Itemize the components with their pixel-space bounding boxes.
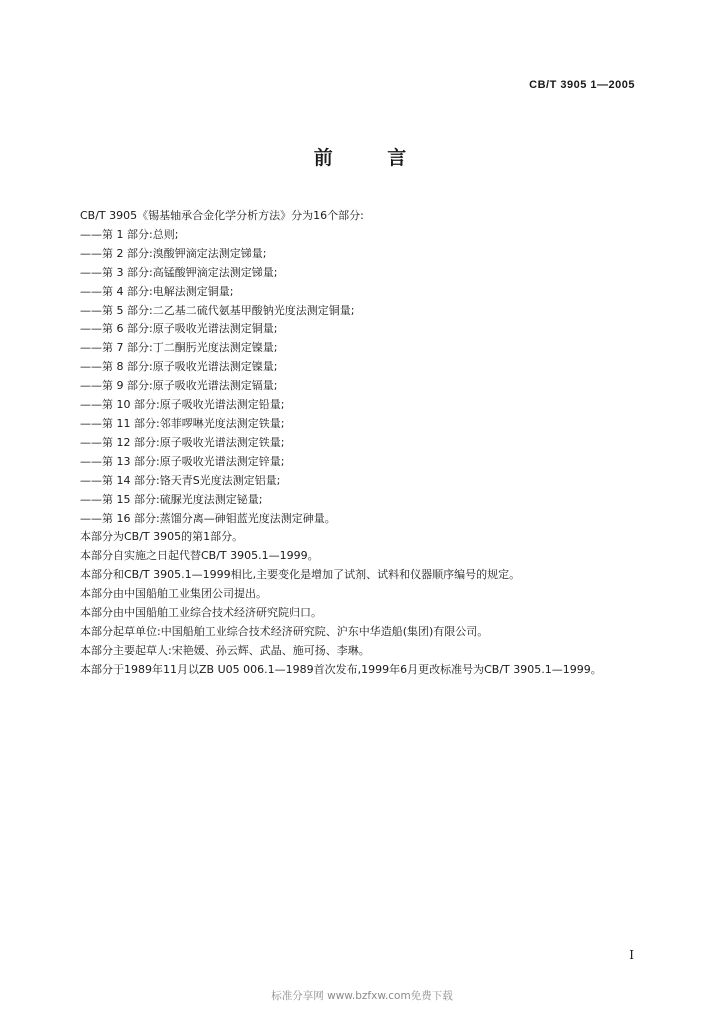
foreword-body [80,207,660,680]
part-item-7: ——第 7 部分:丁二酮肟光度法测定镍量; [80,341,278,355]
part-item-14: ——第 14 部分:铬天青S光度法测定铝量; [80,473,281,487]
part-item-4: ——第 4 部分:电解法测定铜量; [80,284,234,298]
parts-list [80,226,660,529]
page-title: 前 言 [313,147,431,169]
note-paragraph-4: 本部分由中国船舶工业集团公司提出。 [80,587,267,601]
note-paragraph-5: 本部分由中国船舶工业综合技术经济研究院归口。 [80,606,322,620]
part-item-13: ——第 13 部分:原子吸收光谱法测定锌量; [80,454,285,468]
part-item-5: ——第 5 部分:二乙基二硫代氨基甲酸钠光度法测定铜量; [80,303,355,317]
note-paragraph-2: 本部分自实施之日起代替CB/T 3905.1—1999。 [80,549,319,563]
document-code: CB/T 3905 1—2005 [529,79,635,91]
intro-paragraph: CB/T 3905《锡基轴承合金化学分析方法》分为16个部分: [80,209,364,222]
part-item-9: ——第 9 部分:原子吸收光谱法测定镉量; [80,379,278,393]
page-number: I [629,948,634,962]
part-item-11: ——第 11 部分:邻菲啰啉光度法测定铁量; [80,416,285,430]
part-item-1: ——第 1 部分:总则; [80,227,179,241]
part-item-10: ——第 10 部分:原子吸收光谱法测定铅量; [80,398,285,412]
part-item-12: ——第 12 部分:原子吸收光谱法测定铁量; [80,435,285,449]
note-paragraph-7: 本部分主要起草人:宋艳媛、孙云辉、武晶、施可扬、李琳。 [80,643,370,657]
note-paragraph-8: 本部分于1989年11月以ZB U05 006.1—1989首次发布,1999年6月更改标准号为CB/T 3905.1—1999。 [80,662,602,676]
note-paragraph-6: 本部分起草单位:中国船舶工业综合技术经济研究院、沪东中华造船(集团)有限公司。 [80,624,489,638]
note-paragraph-3: 本部分和CB/T 3905.1—1999相比,主要变化是增加了试剂、试料和仪器顺序编号的规定。 [80,568,521,582]
part-item-16: ——第 16 部分:蒸馏分离—砷钼蓝光度法测定砷量。 [80,511,336,525]
part-item-15: ——第 15 部分:硫脲光度法测定铋量; [80,492,263,506]
notes-section [80,528,660,679]
part-item-6: ——第 6 部分:原子吸收光谱法测定铜量; [80,322,278,336]
watermark-link[interactable]: 标准分享网 www.bzfxw.com免费下载 [271,990,453,1002]
part-item-8: ——第 8 部分:原子吸收光谱法测定镍量; [80,360,278,374]
part-item-2: ——第 2 部分:溴酸钾滴定法测定锑量; [80,246,267,260]
note-paragraph-1: 本部分为CB/T 3905的第1部分。 [80,530,244,544]
part-item-3: ——第 3 部分:高锰酸钾滴定法测定锑量; [80,265,278,279]
